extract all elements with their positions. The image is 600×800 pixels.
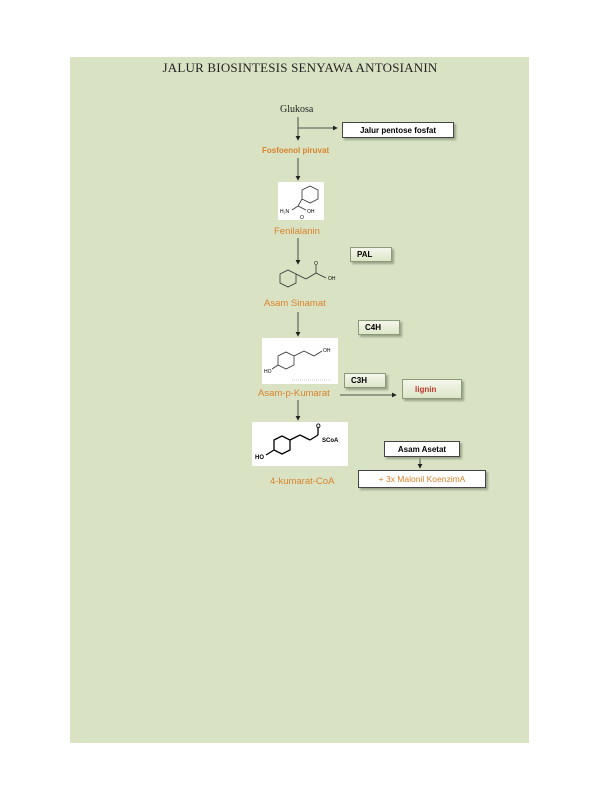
node-asam-asetat [384, 441, 460, 457]
node-pentose [342, 122, 454, 138]
node-fosfoenol: Fosfoenol piruvat [262, 146, 330, 155]
coa-ho: HO [255, 455, 264, 461]
node-sinamat: Asam Sinamat [264, 298, 326, 309]
malonil-label: + 3x Malonil KoenzimA [378, 474, 466, 484]
sinamat-oh: OH [328, 276, 336, 282]
molecule-kumarat-coa [252, 422, 348, 466]
fenilalanin-h2n: H₂N [280, 209, 290, 215]
fenilalanin-o: O [300, 215, 304, 220]
node-fenilalanin: Fenilalanin [274, 226, 320, 237]
kumarat-structure [262, 338, 338, 384]
kumarat-oh: OH [323, 348, 331, 354]
kumarat-ho: HO [264, 369, 272, 375]
fenilalanin-oh: OH [307, 209, 315, 215]
asam-asetat-label: Asam Asetat [397, 444, 447, 454]
enzyme-c4h [358, 320, 400, 335]
enzyme-c3h [344, 373, 386, 388]
node-kumarat-coa: 4-kumarat-CoA [270, 476, 335, 487]
diagram-title: JALUR BIOSINTESIS SENYAWA ANTOSIANIN [162, 60, 438, 75]
fenilalanin-structure [278, 182, 324, 220]
sinamat-o: O [314, 261, 318, 267]
pentose-label: Jalur pentose fosfat [359, 125, 436, 135]
lignin-label: lignin [415, 384, 437, 394]
node-lignin-box [402, 379, 462, 399]
enzyme-pal [350, 247, 392, 262]
node-malonil [358, 470, 486, 488]
coa-scoa: SCoA [322, 438, 339, 444]
c3h-label: C3H [351, 376, 368, 385]
molecule-kumarat [262, 338, 338, 384]
coa-o: O [316, 424, 321, 430]
pal-label: PAL [357, 250, 373, 259]
kumarat-coa-structure [252, 422, 348, 466]
sinamat-structure [268, 260, 348, 292]
c4h-label: C4H [365, 323, 382, 332]
molecule-sinamat [268, 260, 348, 292]
molecule-fenilalanin [278, 182, 324, 220]
node-glukosa: Glukosa [280, 104, 314, 115]
node-kumarat: Asam-p-Kumarat [258, 388, 330, 399]
